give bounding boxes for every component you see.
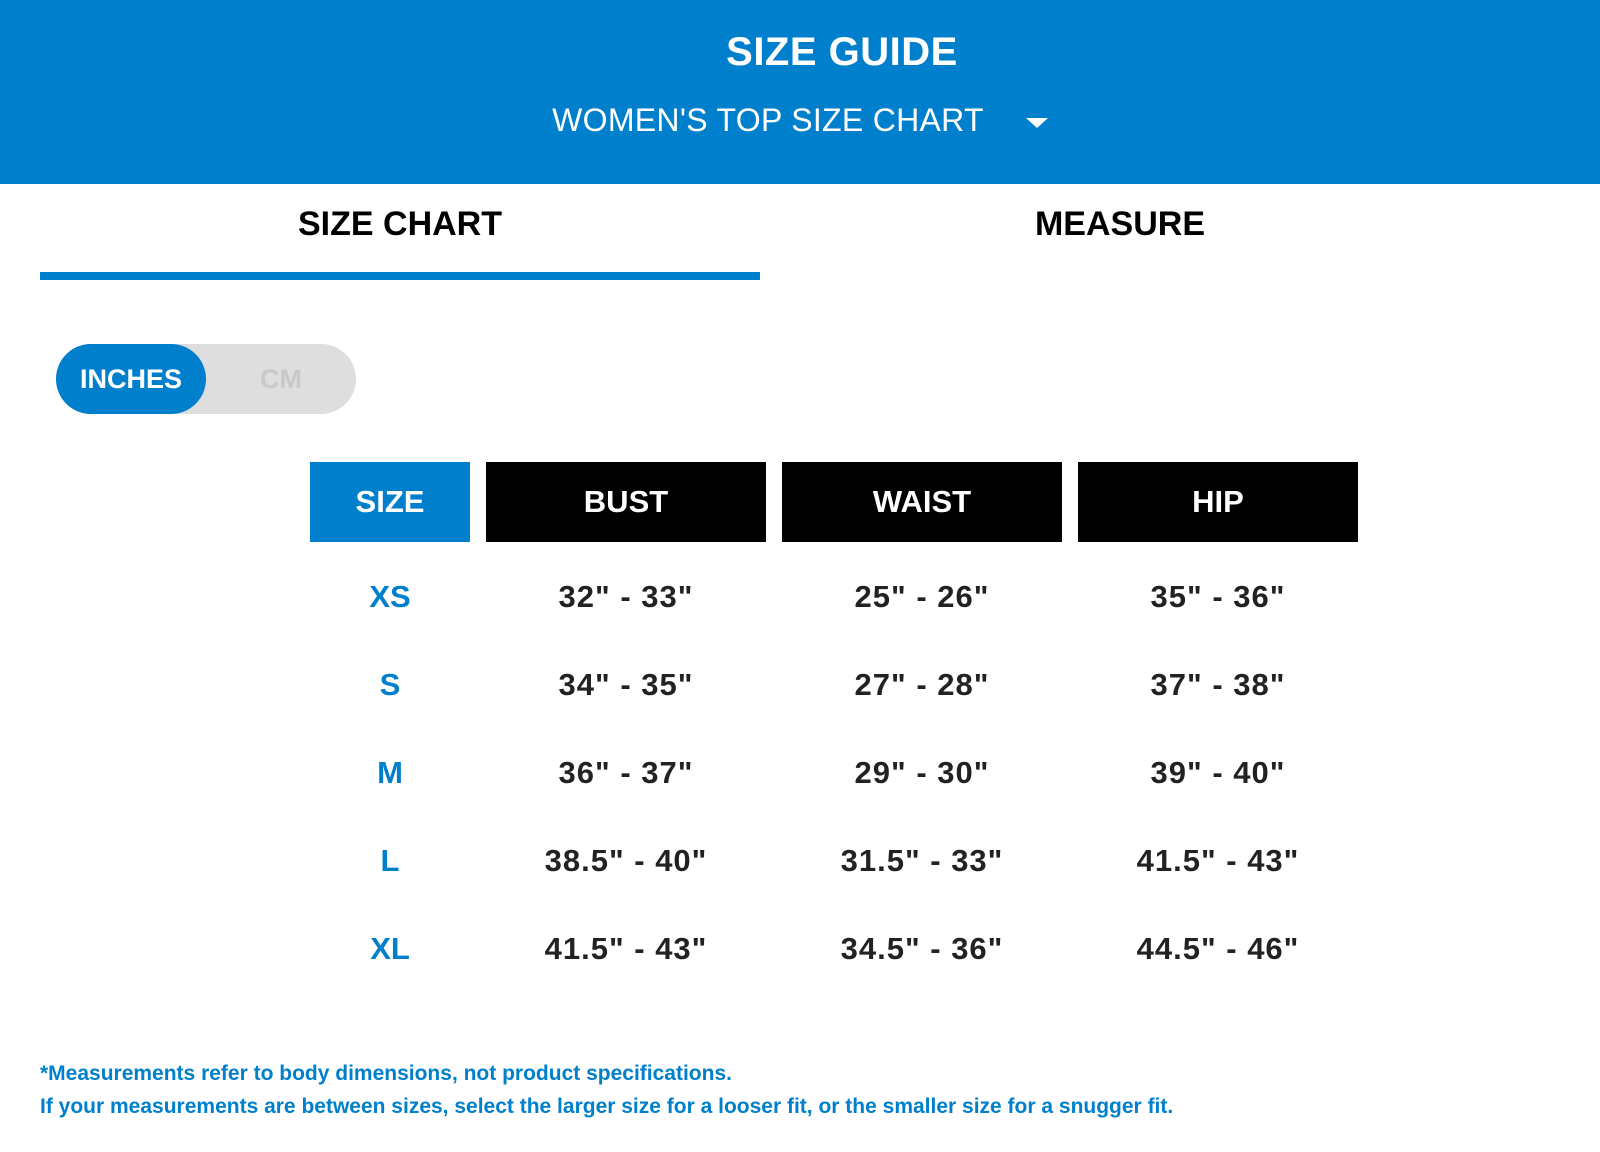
table-cell-hip: 37" - 38" [1150,667,1286,702]
active-tab-indicator [40,272,760,280]
unit-toggle[interactable] [56,344,356,414]
table-cell-bust: 41.5" - 43" [544,931,708,966]
table-cell-waist: 34.5" - 36" [840,931,1004,966]
table-cell-waist: 29" - 30" [854,755,990,790]
table-cell-bust: 36" - 37" [558,755,694,790]
table-cell-bust: 38.5" - 40" [544,843,708,878]
table-cell-waist: 31.5" - 33" [840,843,1004,878]
tab-measure[interactable]: MEASURE [1034,205,1206,243]
header-bar [0,0,1600,184]
column-header-waist: WAIST [782,462,1062,542]
table-cell-bust: 32" - 33" [558,579,694,614]
table-cell-size: XL [370,931,410,966]
table-cell-size: XS [369,579,411,614]
unit-option-inches[interactable]: INCHES [56,344,206,414]
tab-size-chart[interactable]: SIZE CHART [298,205,502,243]
table-cell-size: L [380,843,400,878]
table-cell-hip: 41.5" - 43" [1136,843,1300,878]
table-cell-waist: 27" - 28" [854,667,990,702]
table-cell-hip: 44.5" - 46" [1136,931,1300,966]
column-header-hip: HIP [1078,462,1358,542]
measurement-note: *Measurements refer to body dimensions, not product specifications. [40,1062,732,1085]
table-cell-size: S [379,667,401,702]
column-header-bust: BUST [486,462,766,542]
chevron-down-icon [1026,118,1048,128]
table-cell-hip: 39" - 40" [1150,755,1286,790]
table-cell-size: M [377,755,403,790]
chart-type-dropdown[interactable] [0,98,1600,142]
table-cell-waist: 25" - 26" [854,579,990,614]
fit-advice-note: If your measurements are between sizes, select the larger size for a looser fit, or the smaller size for a snugger fit. [40,1095,1174,1118]
chart-type-label: WOMEN'S TOP SIZE CHART [552,101,984,138]
unit-option-cm[interactable]: CM [260,364,302,394]
column-header-size: SIZE [310,462,470,542]
table-cell-hip: 35" - 36" [1150,579,1286,614]
table-cell-bust: 34" - 35" [558,667,694,702]
page-title: SIZE GUIDE [726,30,958,74]
